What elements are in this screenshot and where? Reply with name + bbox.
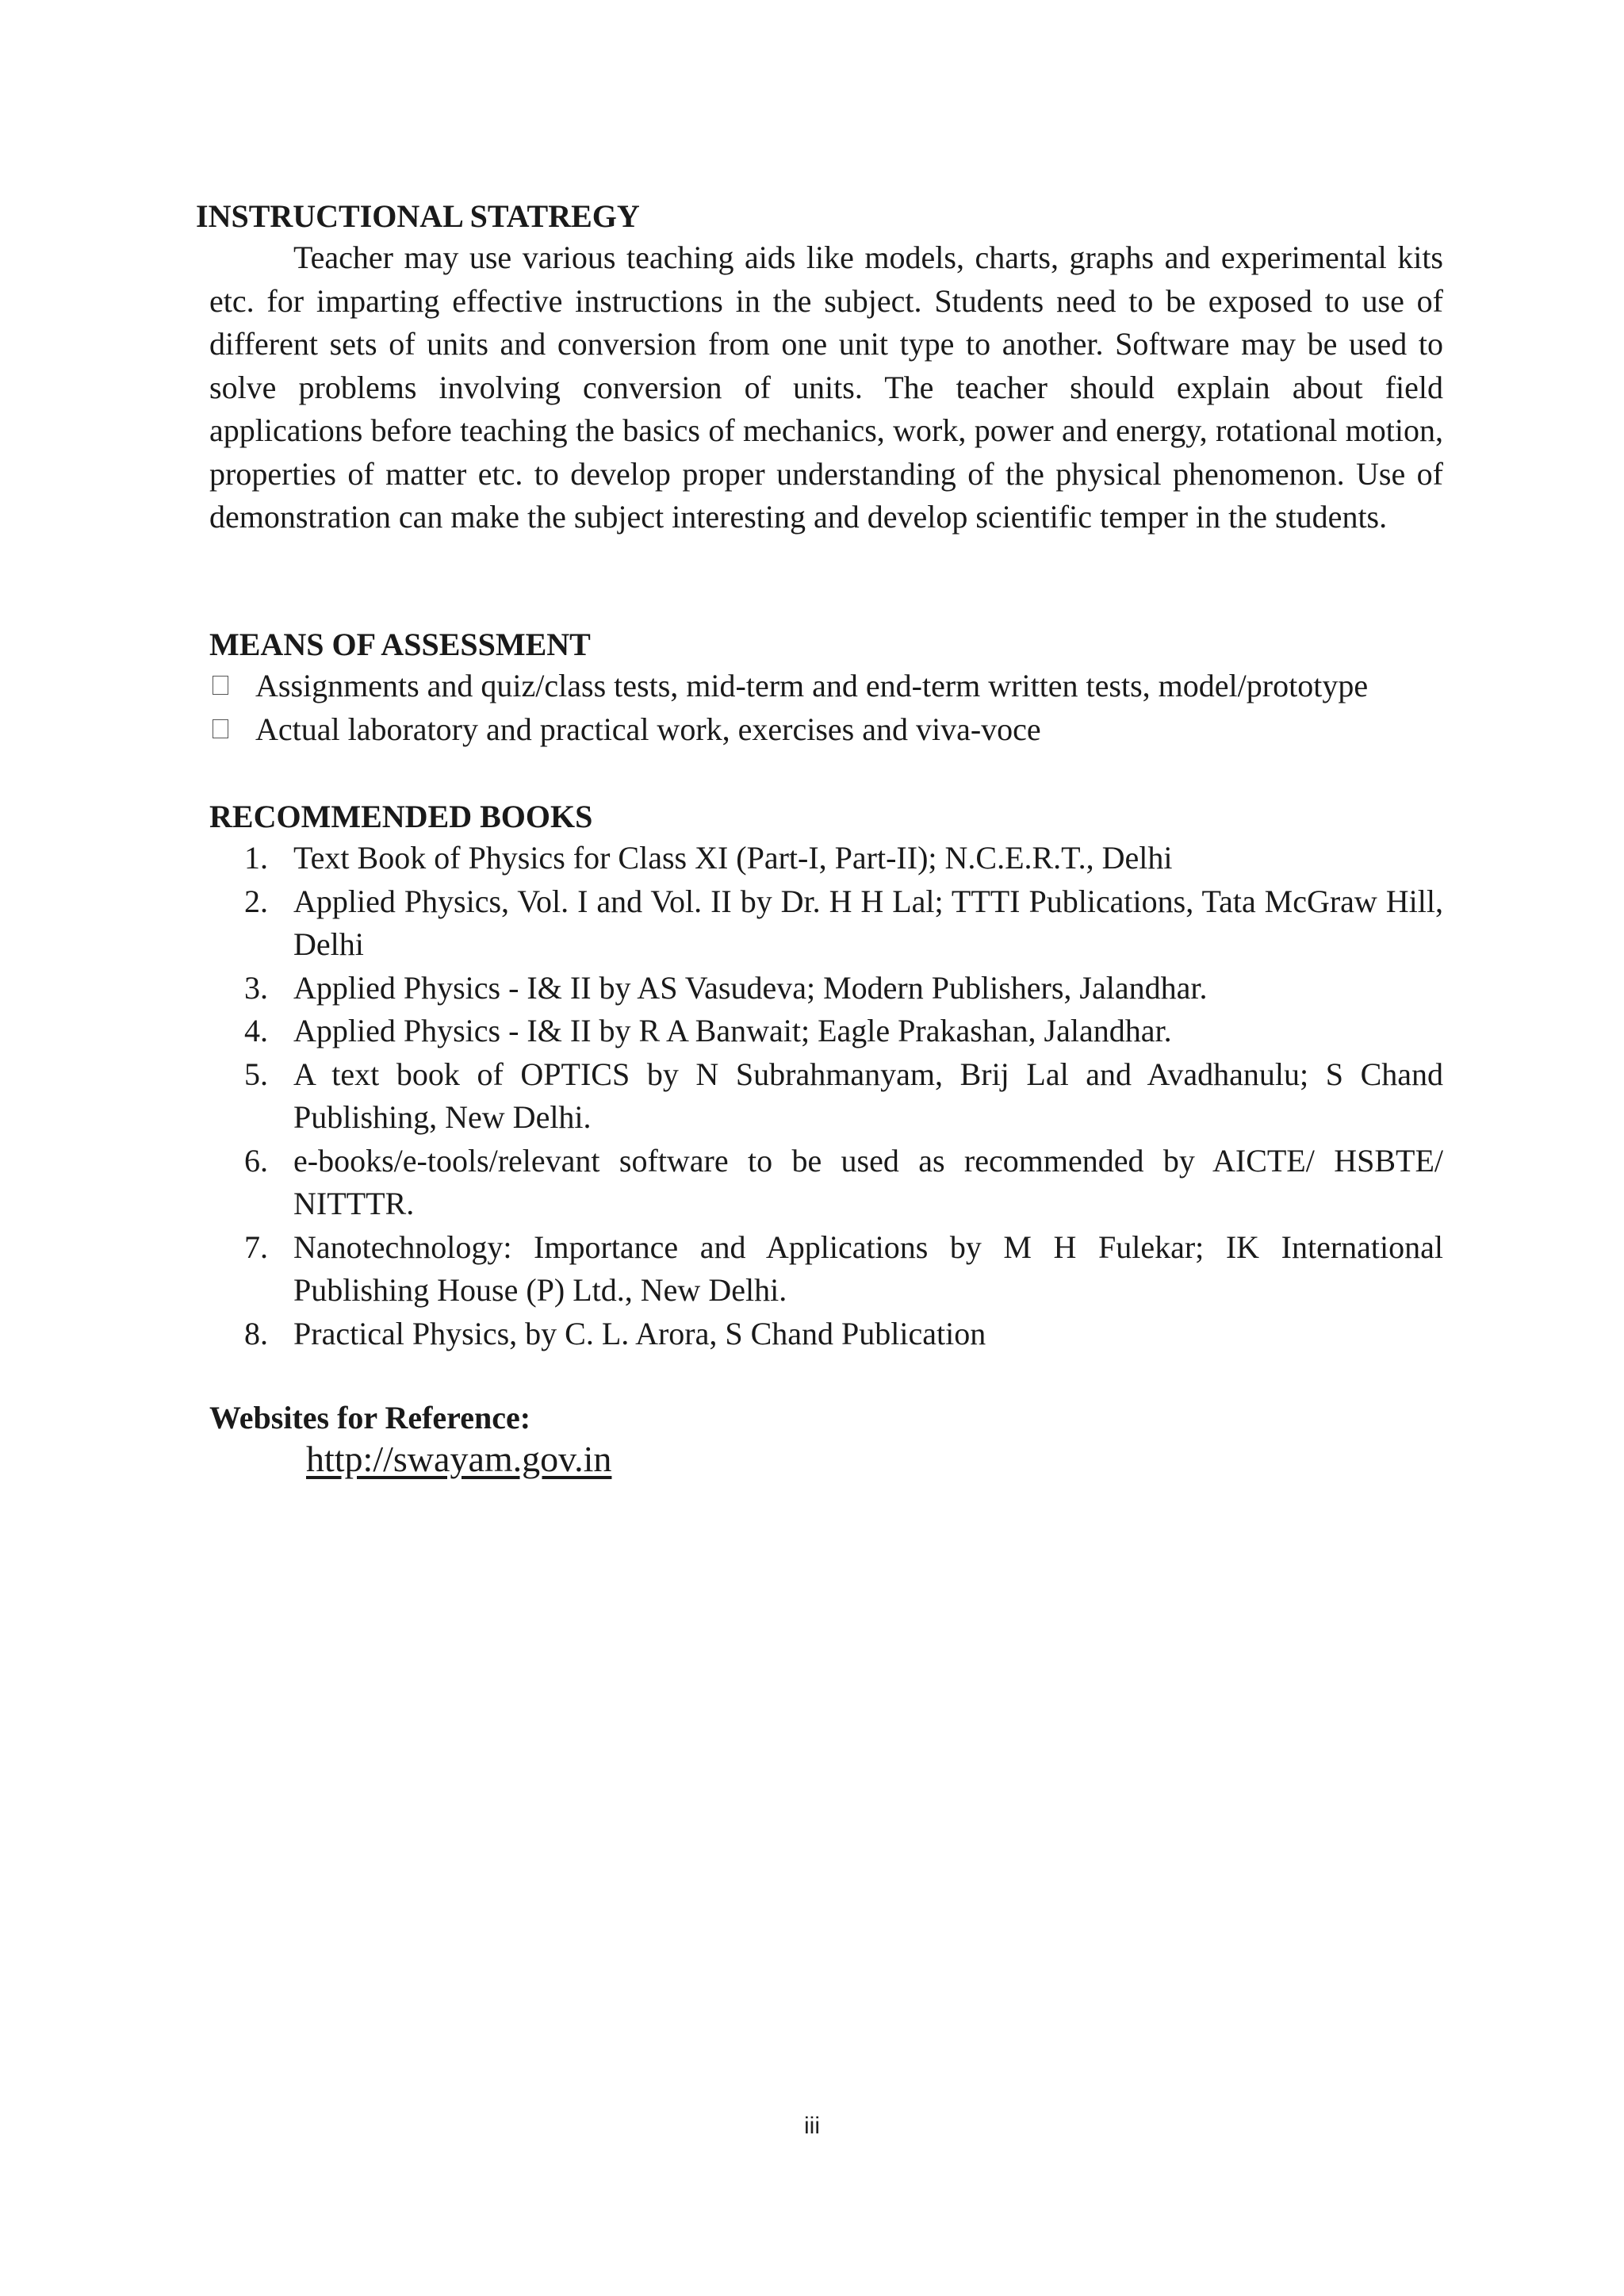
instructional-strategy-heading: INSTRUCTIONAL STATREGY [196, 198, 640, 234]
websites-heading: Websites for Reference: [209, 1400, 531, 1435]
list-item [209, 837, 1443, 880]
assessment-item-text: Actual laboratory and practical work, exercises and viva-voce [255, 711, 1041, 747]
list-number: 2. [244, 883, 268, 919]
list-item [209, 1313, 1443, 1356]
list-number: 5. [244, 1056, 268, 1092]
list-item [209, 665, 1478, 708]
list-item [209, 880, 1443, 967]
list-number: 6. [244, 1142, 268, 1179]
book-text: Applied Physics - I& II by AS Vasudeva; Modern Publishers, Jalandhar. [293, 969, 1208, 1006]
book-text: Practical Physics, by C. L. Arora, S Chand Publication [293, 1315, 986, 1351]
list-item [209, 708, 1478, 752]
checkbox-bullet-icon [213, 676, 228, 695]
list-item [209, 1053, 1443, 1140]
book-text: Text Book of Physics for Class XI (Part-I, Part-II); N.C.E.R.T., Delhi [293, 840, 1173, 876]
list-number: 1. [244, 840, 268, 876]
instructional-strategy-paragraph: Teacher may use various teaching aids like models, charts, graphs and experimental kits etc. for imparting effective instructions in the subject. Students need to be exposed to use of different sets of units and conversion from one unit type to another. Software may be used to solve problems involving conversion of units. The teacher should explain about field applications before teaching the basics of mechanics, work, power and energy, rotational motion, properties of matter etc. to develop proper understanding of the physical phenomenon. Use of demonstration can make the subject interesting and develop scientific temper in the students. [209, 240, 1443, 535]
list-number: 8. [244, 1315, 268, 1351]
list-item [209, 1140, 1443, 1226]
list-number: 7. [244, 1228, 268, 1265]
list-number: 3. [244, 969, 268, 1006]
swayam-link[interactable]: http://swayam.gov.in [306, 1439, 612, 1479]
checkbox-bullet-icon [213, 719, 228, 738]
page-number: iii [804, 2113, 820, 2139]
means-of-assessment-heading: MEANS OF ASSESSMENT [209, 627, 591, 662]
recommended-books-heading: RECOMMENDED BOOKS [209, 799, 593, 834]
book-text: A text book of OPTICS by N Subrahmanyam, Brij Lal and Avadhanulu; S Chand Publishing, New Delhi. [293, 1056, 1443, 1135]
book-text: e-books/e-tools/relevant software to be used as recommended by AICTE/ HSBTE/ NITTTR. [293, 1142, 1443, 1221]
assessment-item-text: Assignments and quiz/class tests, mid-term and end-term written tests, model/prototype [255, 668, 1369, 703]
book-text: Applied Physics, Vol. I and Vol. II by Dr. H H Lal; TTTI Publications, Tata McGraw Hill, Delhi [293, 883, 1443, 962]
list-item [209, 967, 1443, 1010]
book-text: Applied Physics - I& II by R A Banwait; Eagle Prakashan, Jalandhar. [293, 1013, 1172, 1048]
list-number: 4. [244, 1013, 268, 1048]
recommended-books-list [209, 837, 1443, 1355]
list-item [209, 1226, 1443, 1313]
assessment-list [209, 665, 1478, 751]
book-text: Nanotechnology: Importance and Applications by M H Fulekar; IK International Publishing House (P) Ltd., New Delhi. [293, 1228, 1443, 1308]
list-item [209, 1010, 1443, 1053]
